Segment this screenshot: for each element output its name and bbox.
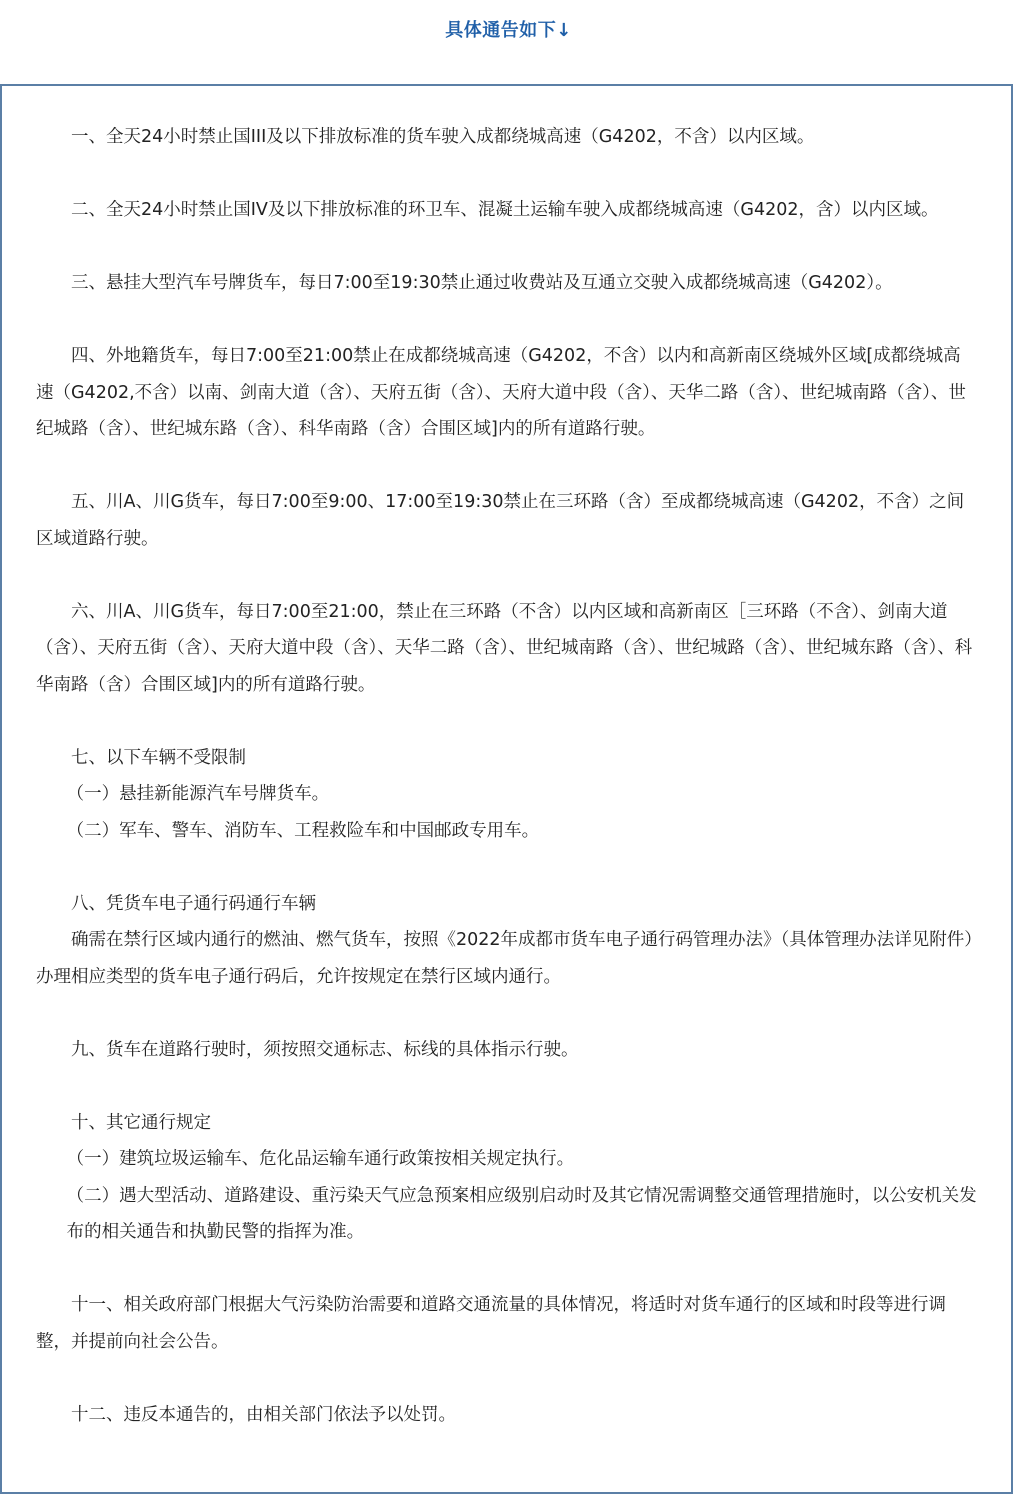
header-title: 具体通告如下↓ — [445, 20, 572, 41]
notice-box — [0, 84, 1013, 1494]
notice-item-2: 二、全天24小时禁止国IV及以下排放标准的环卫车、混凝土运输车驶入成都绕城高速（G4202，含）以内区域。 — [71, 200, 939, 220]
notice-section-10 — [36, 1105, 977, 1251]
notice-section-8 — [36, 886, 977, 996]
section-10-sub-2: （二）遇大型活动、道路建设、重污染天气应急预案相应级别启动时及其它情况需调整交通管理措施时，以公安机关发布的相关通告和执勤民警的指挥为准。 — [66, 1185, 977, 1242]
notice-item-1: 一、全天24小时禁止国III及以下排放标准的货车驶入成都绕城高速（G4202，不含）以内区域。 — [71, 127, 815, 147]
section-7-heading: 七、以下车辆不受限制 — [71, 747, 246, 768]
notice-item-3: 三、悬挂大型汽车号牌货车，每日7:00至19:30禁止通过收费站及互通立交驶入成都绕城高速（G4202）。 — [71, 273, 893, 293]
section-7-sub-1: （一）悬挂新能源汽车号牌货车。 — [66, 784, 330, 804]
notice-item-11: 十一、相关政府部门根据大气污染防治需要和道路交通流量的具体情况，将适时对货车通行的区域和时段等进行调整，并提前向社会公告。 — [36, 1295, 946, 1352]
notice-item-9: 九、货车在道路行驶时，须按照交通标志、标线的具体指示行驶。 — [71, 1039, 579, 1060]
notice-content — [2, 86, 1011, 1433]
notice-item-6: 六、川A、川G货车，每日7:00至21:00，禁止在三环路（不含）以内区域和高新南区［三环路（不含）、剑南大道（含）、天府五街（含）、天府大道中段（含）、天华二路（含）、世纪城南路（含）、世纪城路（含）、世纪城东路（含）、科华南路（含）合围区域]内的所有道路行驶。 — [36, 601, 973, 695]
section-7-sub-2: （二）军车、警车、消防车、工程救险车和中国邮政专用车。 — [66, 820, 540, 841]
section-8-heading: 八、凭货车电子通行码通行车辆 — [71, 893, 316, 914]
section-10-sub-1: （一）建筑垃圾运输车、危化品运输车通行政策按相关规定执行。 — [66, 1149, 575, 1169]
header — [0, 0, 1017, 58]
notice-section-7 — [36, 740, 977, 850]
notice-item-12: 十二、违反本通告的，由相关部门依法予以处罚。 — [71, 1404, 456, 1425]
notice-item-5: 五、川A、川G货车，每日7:00至9:00、17:00至19:30禁止在三环路（含）至成都绕城高速（G4202，不含）之间区域道路行驶。 — [36, 492, 965, 549]
notice-item-4: 四、外地籍货车，每日7:00至21:00禁止在成都绕城高速（G4202，不含）以内和高新南区绕城外区域[成都绕城高速（G4202,不含）以南、剑南大道（含）、天府五街（含）、天府大道中段（含）、天华二路（含）、世纪城南路（含）、世纪城路（含）、世纪城东路（含）、科华南路（含）合围区域]内的所有道路行驶。 — [36, 346, 966, 439]
section-10-heading: 十、其它通行规定 — [71, 1112, 211, 1133]
section-8-body: 确需在禁行区域内通行的燃油、燃气货车，按照《2022年成都市货车电子通行码管理办法》（具体管理办法详见附件）办理相应类型的货车电子通行码后，允许按规定在禁行区域内通行。 — [36, 930, 974, 987]
